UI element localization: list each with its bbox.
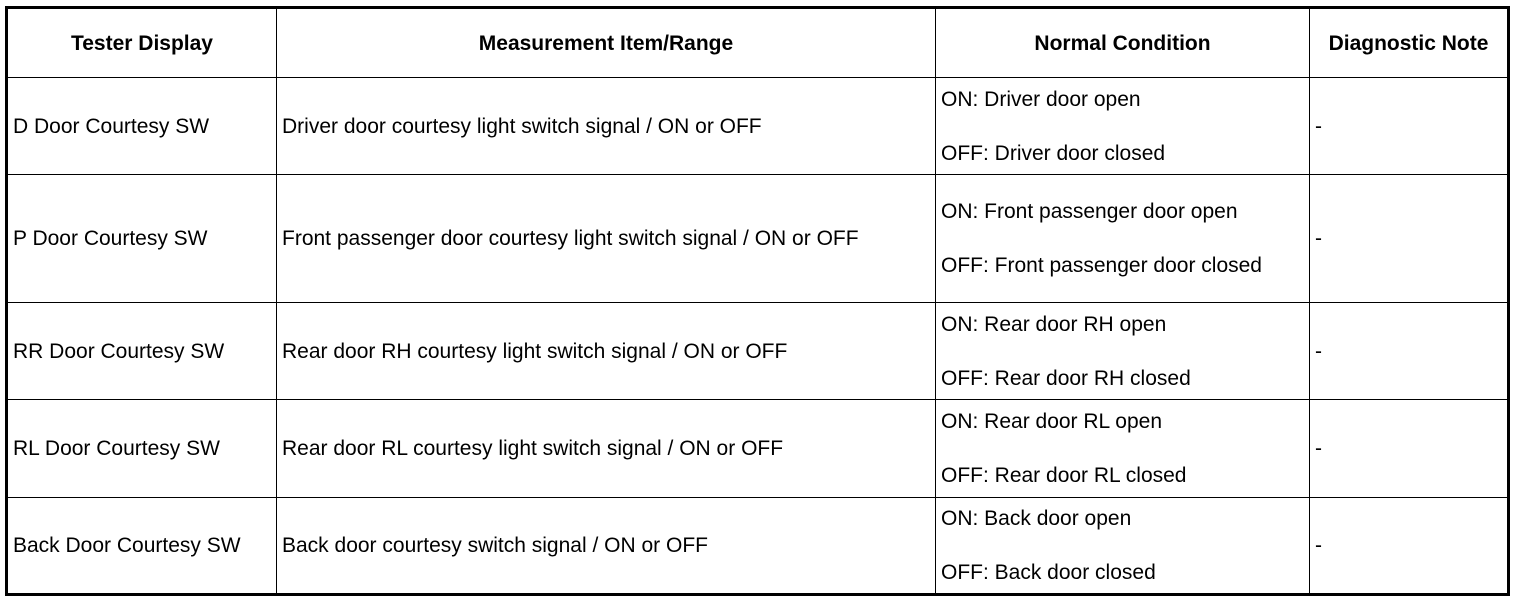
tester-display-cell: RR Door Courtesy SW — [7, 302, 277, 399]
header-row — [7, 8, 1509, 78]
measurement-cell: Rear door RH courtesy light switch signal / ON or OFF — [277, 302, 936, 399]
normal-condition-cell — [936, 400, 1310, 497]
off-condition: OFF: Front passenger door closed — [941, 254, 1262, 278]
off-condition: OFF: Rear door RL closed — [941, 463, 1187, 487]
tester-display-cell: Back Door Courtesy SW — [7, 497, 277, 594]
off-condition: OFF: Rear door RH closed — [941, 366, 1191, 390]
normal-condition-cell — [936, 497, 1310, 594]
measurement-cell: Driver door courtesy light switch signal / ON or OFF — [277, 78, 936, 175]
on-condition: ON: Rear door RH open — [941, 312, 1167, 336]
normal-condition-cell — [936, 78, 1310, 175]
header-diagnostic-note: Diagnostic Note — [1310, 8, 1509, 78]
table-row — [7, 400, 1509, 497]
table-row — [7, 497, 1509, 594]
measurement-cell: Rear door RL courtesy light switch signal / ON or OFF — [277, 400, 936, 497]
header-measurement-item: Measurement Item/Range — [277, 8, 936, 78]
normal-condition-cell — [936, 302, 1310, 399]
on-condition: ON: Rear door RL open — [941, 409, 1163, 433]
tester-display-cell: RL Door Courtesy SW — [7, 400, 277, 497]
header-normal-condition: Normal Condition — [936, 8, 1310, 78]
table-row — [7, 175, 1509, 302]
on-condition: ON: Front passenger door open — [941, 200, 1238, 224]
on-condition: ON: Driver door open — [941, 87, 1141, 111]
data-list-table — [5, 6, 1510, 596]
off-condition: OFF: Back door closed — [941, 560, 1156, 584]
diagnostic-note-cell: - — [1310, 497, 1509, 594]
header-tester-display: Tester Display — [7, 8, 277, 78]
tester-display-cell: D Door Courtesy SW — [7, 78, 277, 175]
table-row — [7, 78, 1509, 175]
tester-display-cell: P Door Courtesy SW — [7, 175, 277, 302]
diagnostic-note-cell: - — [1310, 78, 1509, 175]
diagnostic-note-cell: - — [1310, 400, 1509, 497]
table-row — [7, 302, 1509, 399]
measurement-cell: Back door courtesy switch signal / ON or OFF — [277, 497, 936, 594]
off-condition: OFF: Driver door closed — [941, 141, 1166, 165]
on-condition: ON: Back door open — [941, 506, 1132, 530]
normal-condition-cell — [936, 175, 1310, 302]
diagnostic-note-cell: - — [1310, 302, 1509, 399]
measurement-cell: Front passenger door courtesy light switch signal / ON or OFF — [277, 175, 936, 302]
diagnostic-note-cell: - — [1310, 175, 1509, 302]
